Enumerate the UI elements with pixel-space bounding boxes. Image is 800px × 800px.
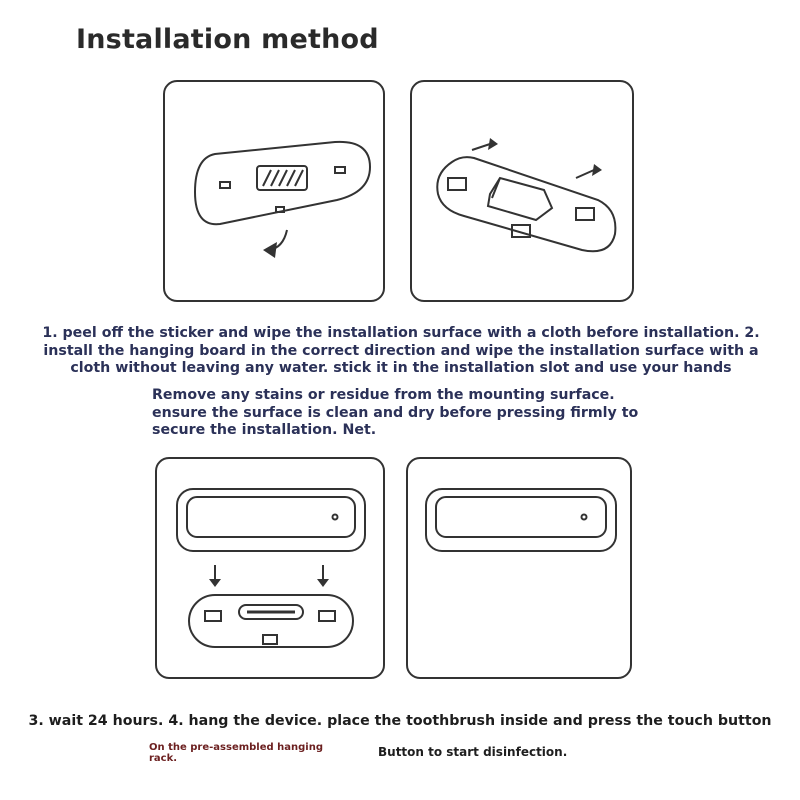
- step3-illustration-panel: [155, 457, 385, 679]
- device-hang-down-icon: [157, 459, 385, 679]
- page-title: Installation method: [76, 24, 379, 55]
- device-mounted-icon: [408, 459, 632, 679]
- step1-illustration-panel: [163, 80, 385, 302]
- mounting-plate-peel-icon: [165, 82, 385, 302]
- step2-illustration-panel: [410, 80, 634, 302]
- instruction-paragraph-2: Remove any stains or residue from the mounting surface. ensure the surface is clean and dry before pressing firmly to secure the installation. Net.: [152, 387, 639, 438]
- instruction-paragraph-1: 1. peel off the sticker and wipe the installation surface with a cloth before installation. 2. install the hanging board in the correct direction and wipe the installation surface with a cloth without leaving any water. stick it in the installation slot and use your hands: [42, 325, 760, 376]
- mounting-plate-stick-icon: [412, 82, 634, 302]
- step4-illustration-panel: [406, 457, 632, 679]
- note-pre-assembled-rack: On the pre-assembled hanging rack.: [149, 742, 323, 764]
- note-start-disinfection: Button to start disinfection.: [378, 745, 568, 759]
- step3-4-instruction: 3. wait 24 hours. 4. hang the device. place the toothbrush inside and press the touch button: [28, 713, 772, 729]
